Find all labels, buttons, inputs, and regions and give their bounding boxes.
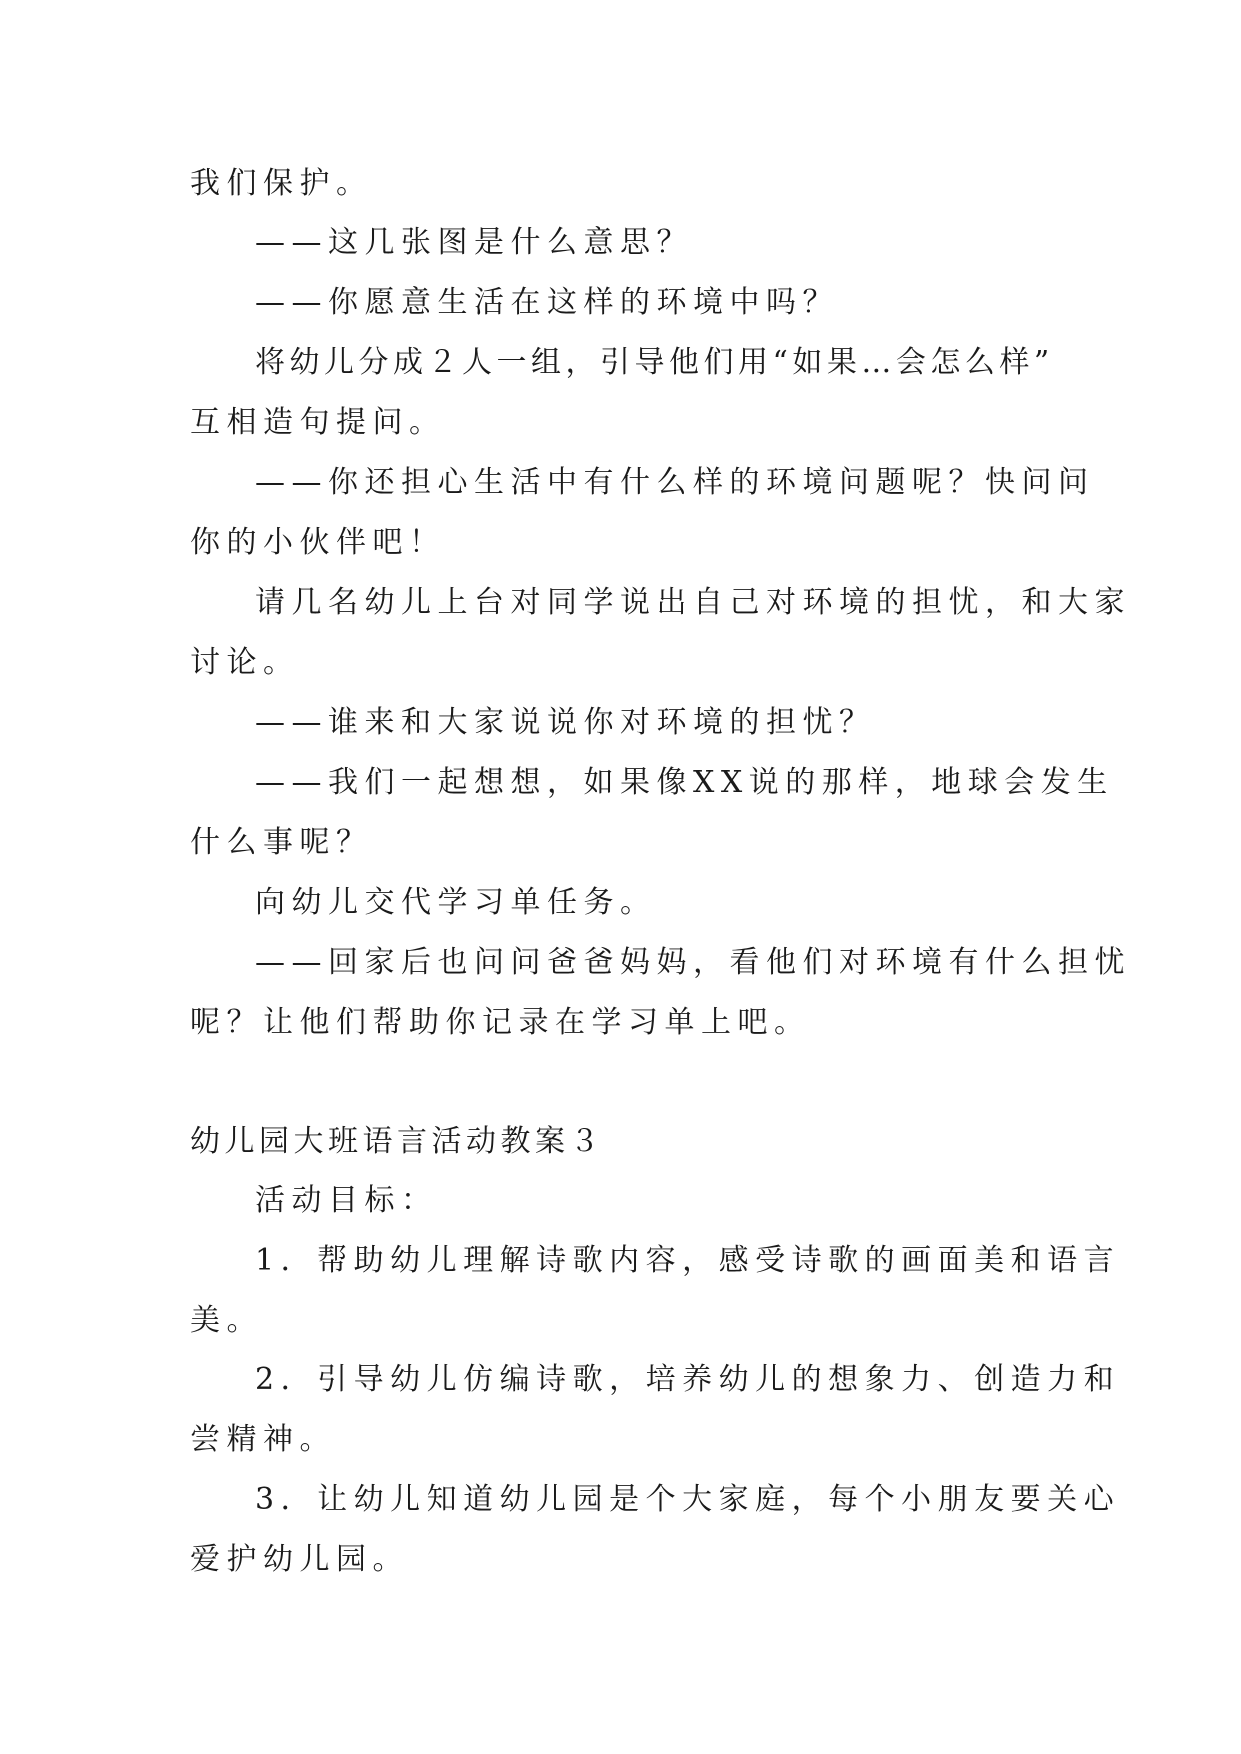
list-item-continuation: 美。 — [190, 1303, 263, 1338]
paragraph-line: 将幼儿分成２人一组，引导他们用“如果…会怎么样” — [255, 345, 1054, 380]
dialogue-line: ——谁来和大家说说你对环境的担忧？ — [255, 705, 876, 740]
section-subtitle: 活动目标： — [255, 1183, 438, 1218]
paragraph-line: 请几名幼儿上台对同学说出自己对环境的担忧，和大家 — [255, 585, 1131, 620]
list-item: 3．让幼儿知道幼儿园是个大家庭，每个小朋友要关心 — [255, 1482, 1121, 1517]
paragraph-line: 呢？让他们帮助你记录在学习单上吧。 — [190, 1005, 811, 1040]
dialogue-line: ——我们一起想想，如果像XX说的那样，地球会发生 — [255, 765, 1114, 800]
list-item-continuation: 爱护幼儿园。 — [190, 1542, 409, 1577]
paragraph-line: 你的小伙伴吧！ — [190, 525, 446, 560]
section-title: 幼儿园大班语言活动教案３ — [190, 1124, 604, 1159]
dialogue-line: ——你愿意生活在这样的环境中吗？ — [255, 285, 839, 320]
list-item-continuation: 尝精神。 — [190, 1422, 336, 1457]
dialogue-line: ——这几张图是什么意思？ — [255, 225, 693, 260]
list-item: 1．帮助幼儿理解诗歌内容，感受诗歌的画面美和语言 — [255, 1243, 1121, 1278]
paragraph-line: 什么事呢？ — [190, 825, 373, 860]
paragraph-line: 我们保护。 — [190, 166, 373, 201]
list-item: 2．引导幼儿仿编诗歌，培养幼儿的想象力、创造力和 — [255, 1362, 1121, 1397]
paragraph-line: 互相造句提问。 — [190, 405, 446, 440]
paragraph-line: 向幼儿交代学习单任务。 — [255, 885, 657, 920]
paragraph-line: 讨论。 — [190, 645, 300, 680]
dialogue-line: ——回家后也问问爸爸妈妈，看他们对环境有什么担忧 — [255, 945, 1131, 980]
dialogue-line: ——你还担心生活中有什么样的环境问题呢？快问问 — [255, 465, 1095, 500]
